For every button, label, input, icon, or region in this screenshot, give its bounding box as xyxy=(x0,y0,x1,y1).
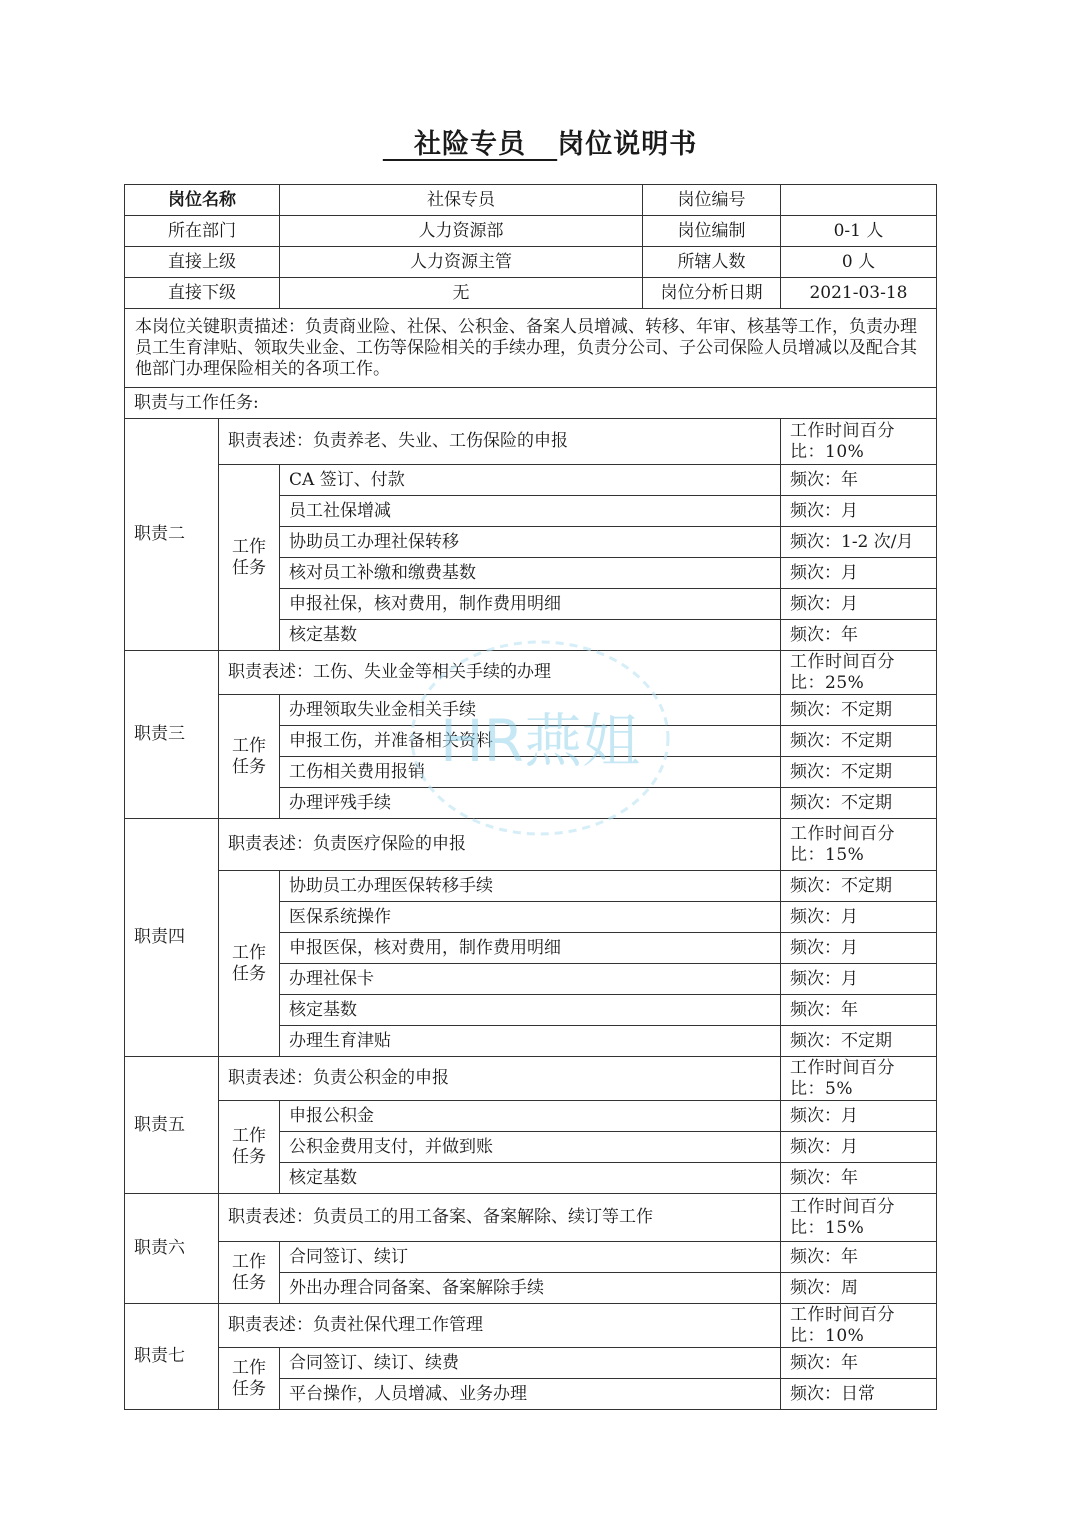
task-frequency: 频次：月 xyxy=(781,1132,937,1163)
task-text: 平台操作，人员增减、业务办理 xyxy=(280,1379,781,1410)
task-text: 医保系统操作 xyxy=(280,902,781,933)
task-text: 办理生育津贴 xyxy=(280,1026,781,1057)
label-department: 所在部门 xyxy=(125,216,280,247)
task-frequency: 频次：月 xyxy=(781,589,937,620)
key-duty-summary: 本岗位关键职责描述：负责商业险、社保、公积金、备案人员增减、转移、年审、核基等工作，负责办理员工生育津贴、领取失业金、工伤等保险相关的手续办理，负责分公司、子公司保险人员增减以及配合其他部门办理保险相关的各项工作。 xyxy=(125,309,937,388)
duty-name: 职责六 xyxy=(125,1194,219,1304)
task-row xyxy=(125,465,937,496)
task-frequency: 频次：不定期 xyxy=(781,757,937,788)
task-text: 合同签订、续订 xyxy=(280,1242,781,1273)
task-text: 办理领取失业金相关手续 xyxy=(280,695,781,726)
label-analysis-date: 岗位分析日期 xyxy=(643,278,781,309)
task-label: 工作任务 xyxy=(219,1101,280,1194)
task-frequency: 频次：月 xyxy=(781,496,937,527)
task-row xyxy=(125,871,937,902)
task-frequency: 频次：月 xyxy=(781,558,937,589)
task-label: 工作任务 xyxy=(219,695,280,819)
task-frequency: 频次：日常 xyxy=(781,1379,937,1410)
label-position-name: 岗位名称 xyxy=(125,185,280,216)
task-label: 工作任务 xyxy=(219,1348,280,1410)
duty-description: 职责表述：负责养老、失业、工伤保险的申报 xyxy=(219,419,781,465)
duty-row xyxy=(125,419,937,465)
task-frequency: 频次：1-2 次/月 xyxy=(781,527,937,558)
task-text: 申报工伤，并准备相关资料 xyxy=(280,726,781,757)
task-frequency: 频次：不定期 xyxy=(781,871,937,902)
duty-description: 职责表述：负责公积金的申报 xyxy=(219,1057,781,1101)
duty-description: 职责表述：工伤、失业金等相关手续的办理 xyxy=(219,651,781,695)
task-text: 申报社保，核对费用，制作费用明细 xyxy=(280,589,781,620)
duty-row xyxy=(125,1194,937,1242)
task-text: 员工社保增减 xyxy=(280,496,781,527)
value-headcount: 0-1 人 xyxy=(781,216,937,247)
duty-name: 职责七 xyxy=(125,1304,219,1410)
task-row xyxy=(125,695,937,726)
duty-time-percent: 工作时间百分比：15% xyxy=(781,819,937,871)
value-analysis-date: 2021-03-18 xyxy=(781,278,937,309)
label-position-code: 岗位编号 xyxy=(643,185,781,216)
task-row xyxy=(125,1348,937,1379)
document-title xyxy=(0,122,1080,161)
task-text: 外出办理合同备案、备案解除手续 xyxy=(280,1273,781,1304)
task-frequency: 频次：年 xyxy=(781,995,937,1026)
duty-row xyxy=(125,1304,937,1348)
task-frequency: 频次：年 xyxy=(781,620,937,651)
duty-name: 职责二 xyxy=(125,419,219,651)
task-text: 核定基数 xyxy=(280,995,781,1026)
task-text: 协助员工办理医保转移手续 xyxy=(280,871,781,902)
task-frequency: 频次：年 xyxy=(781,1163,937,1194)
task-text: 公积金费用支付，并做到账 xyxy=(280,1132,781,1163)
duty-name: 职责三 xyxy=(125,651,219,819)
watermark-text: HR燕姐 xyxy=(440,707,640,775)
label-headcount: 岗位编制 xyxy=(643,216,781,247)
task-text: 核定基数 xyxy=(280,1163,781,1194)
task-text: 办理社保卡 xyxy=(280,964,781,995)
title-suffix: 岗位说明书 xyxy=(557,129,698,160)
duty-row xyxy=(125,651,937,695)
duty-time-percent: 工作时间百分比：15% xyxy=(781,1194,937,1242)
task-frequency: 频次：不定期 xyxy=(781,695,937,726)
task-frequency: 频次：不定期 xyxy=(781,1026,937,1057)
summary-row xyxy=(125,309,937,388)
value-position-name: 社保专员 xyxy=(280,185,643,216)
task-text: 核定基数 xyxy=(280,620,781,651)
duty-name: 职责四 xyxy=(125,819,219,1057)
task-frequency: 频次：不定期 xyxy=(781,726,937,757)
duty-time-percent: 工作时间百分比：10% xyxy=(781,1304,937,1348)
task-row xyxy=(125,1101,937,1132)
task-text: 申报公积金 xyxy=(280,1101,781,1132)
task-label: 工作任务 xyxy=(219,871,280,1057)
task-text: CA 签订、付款 xyxy=(280,465,781,496)
task-text: 协助员工办理社保转移 xyxy=(280,527,781,558)
task-label: 工作任务 xyxy=(219,465,280,651)
task-frequency: 频次：年 xyxy=(781,1242,937,1273)
task-frequency: 频次：年 xyxy=(781,1348,937,1379)
label-subordinate: 直接下级 xyxy=(125,278,280,309)
task-frequency: 频次：周 xyxy=(781,1273,937,1304)
value-superior: 人力资源主管 xyxy=(280,247,643,278)
task-label: 工作任务 xyxy=(219,1242,280,1304)
duties-header-row xyxy=(125,388,937,419)
header-row xyxy=(125,247,937,278)
duties-header: 职责与工作任务: xyxy=(125,388,937,419)
duty-row xyxy=(125,819,937,871)
duty-description: 职责表述：负责医疗保险的申报 xyxy=(219,819,781,871)
label-subordinate-count: 所辖人数 xyxy=(643,247,781,278)
task-frequency: 频次：不定期 xyxy=(781,788,937,819)
duty-name: 职责五 xyxy=(125,1057,219,1194)
header-row xyxy=(125,278,937,309)
duty-time-percent: 工作时间百分比：10% xyxy=(781,419,937,465)
task-text: 办理评残手续 xyxy=(280,788,781,819)
duty-description: 职责表述：负责员工的用工备案、备案解除、续订等工作 xyxy=(219,1194,781,1242)
task-row xyxy=(125,1242,937,1273)
duty-time-percent: 工作时间百分比：25% xyxy=(781,651,937,695)
title-highlight: 社险专员 xyxy=(414,129,526,160)
task-text: 合同签订、续订、续费 xyxy=(280,1348,781,1379)
task-text: 工伤相关费用报销 xyxy=(280,757,781,788)
task-frequency: 频次：年 xyxy=(781,465,937,496)
value-subordinate-count: 0 人 xyxy=(781,247,937,278)
header-row xyxy=(125,185,937,216)
header-row xyxy=(125,216,937,247)
value-subordinate: 无 xyxy=(280,278,643,309)
task-text: 申报医保，核对费用，制作费用明细 xyxy=(280,933,781,964)
duty-time-percent: 工作时间百分比：5% xyxy=(781,1057,937,1101)
duty-row xyxy=(125,1057,937,1101)
value-department: 人力资源部 xyxy=(280,216,643,247)
task-frequency: 频次：月 xyxy=(781,1101,937,1132)
value-position-code xyxy=(781,185,937,216)
job-description-table xyxy=(124,184,937,1410)
task-frequency: 频次：月 xyxy=(781,964,937,995)
task-text: 核对员工补缴和缴费基数 xyxy=(280,558,781,589)
task-frequency: 频次：月 xyxy=(781,902,937,933)
label-superior: 直接上级 xyxy=(125,247,280,278)
duty-description: 职责表述：负责社保代理工作管理 xyxy=(219,1304,781,1348)
task-frequency: 频次：月 xyxy=(781,933,937,964)
